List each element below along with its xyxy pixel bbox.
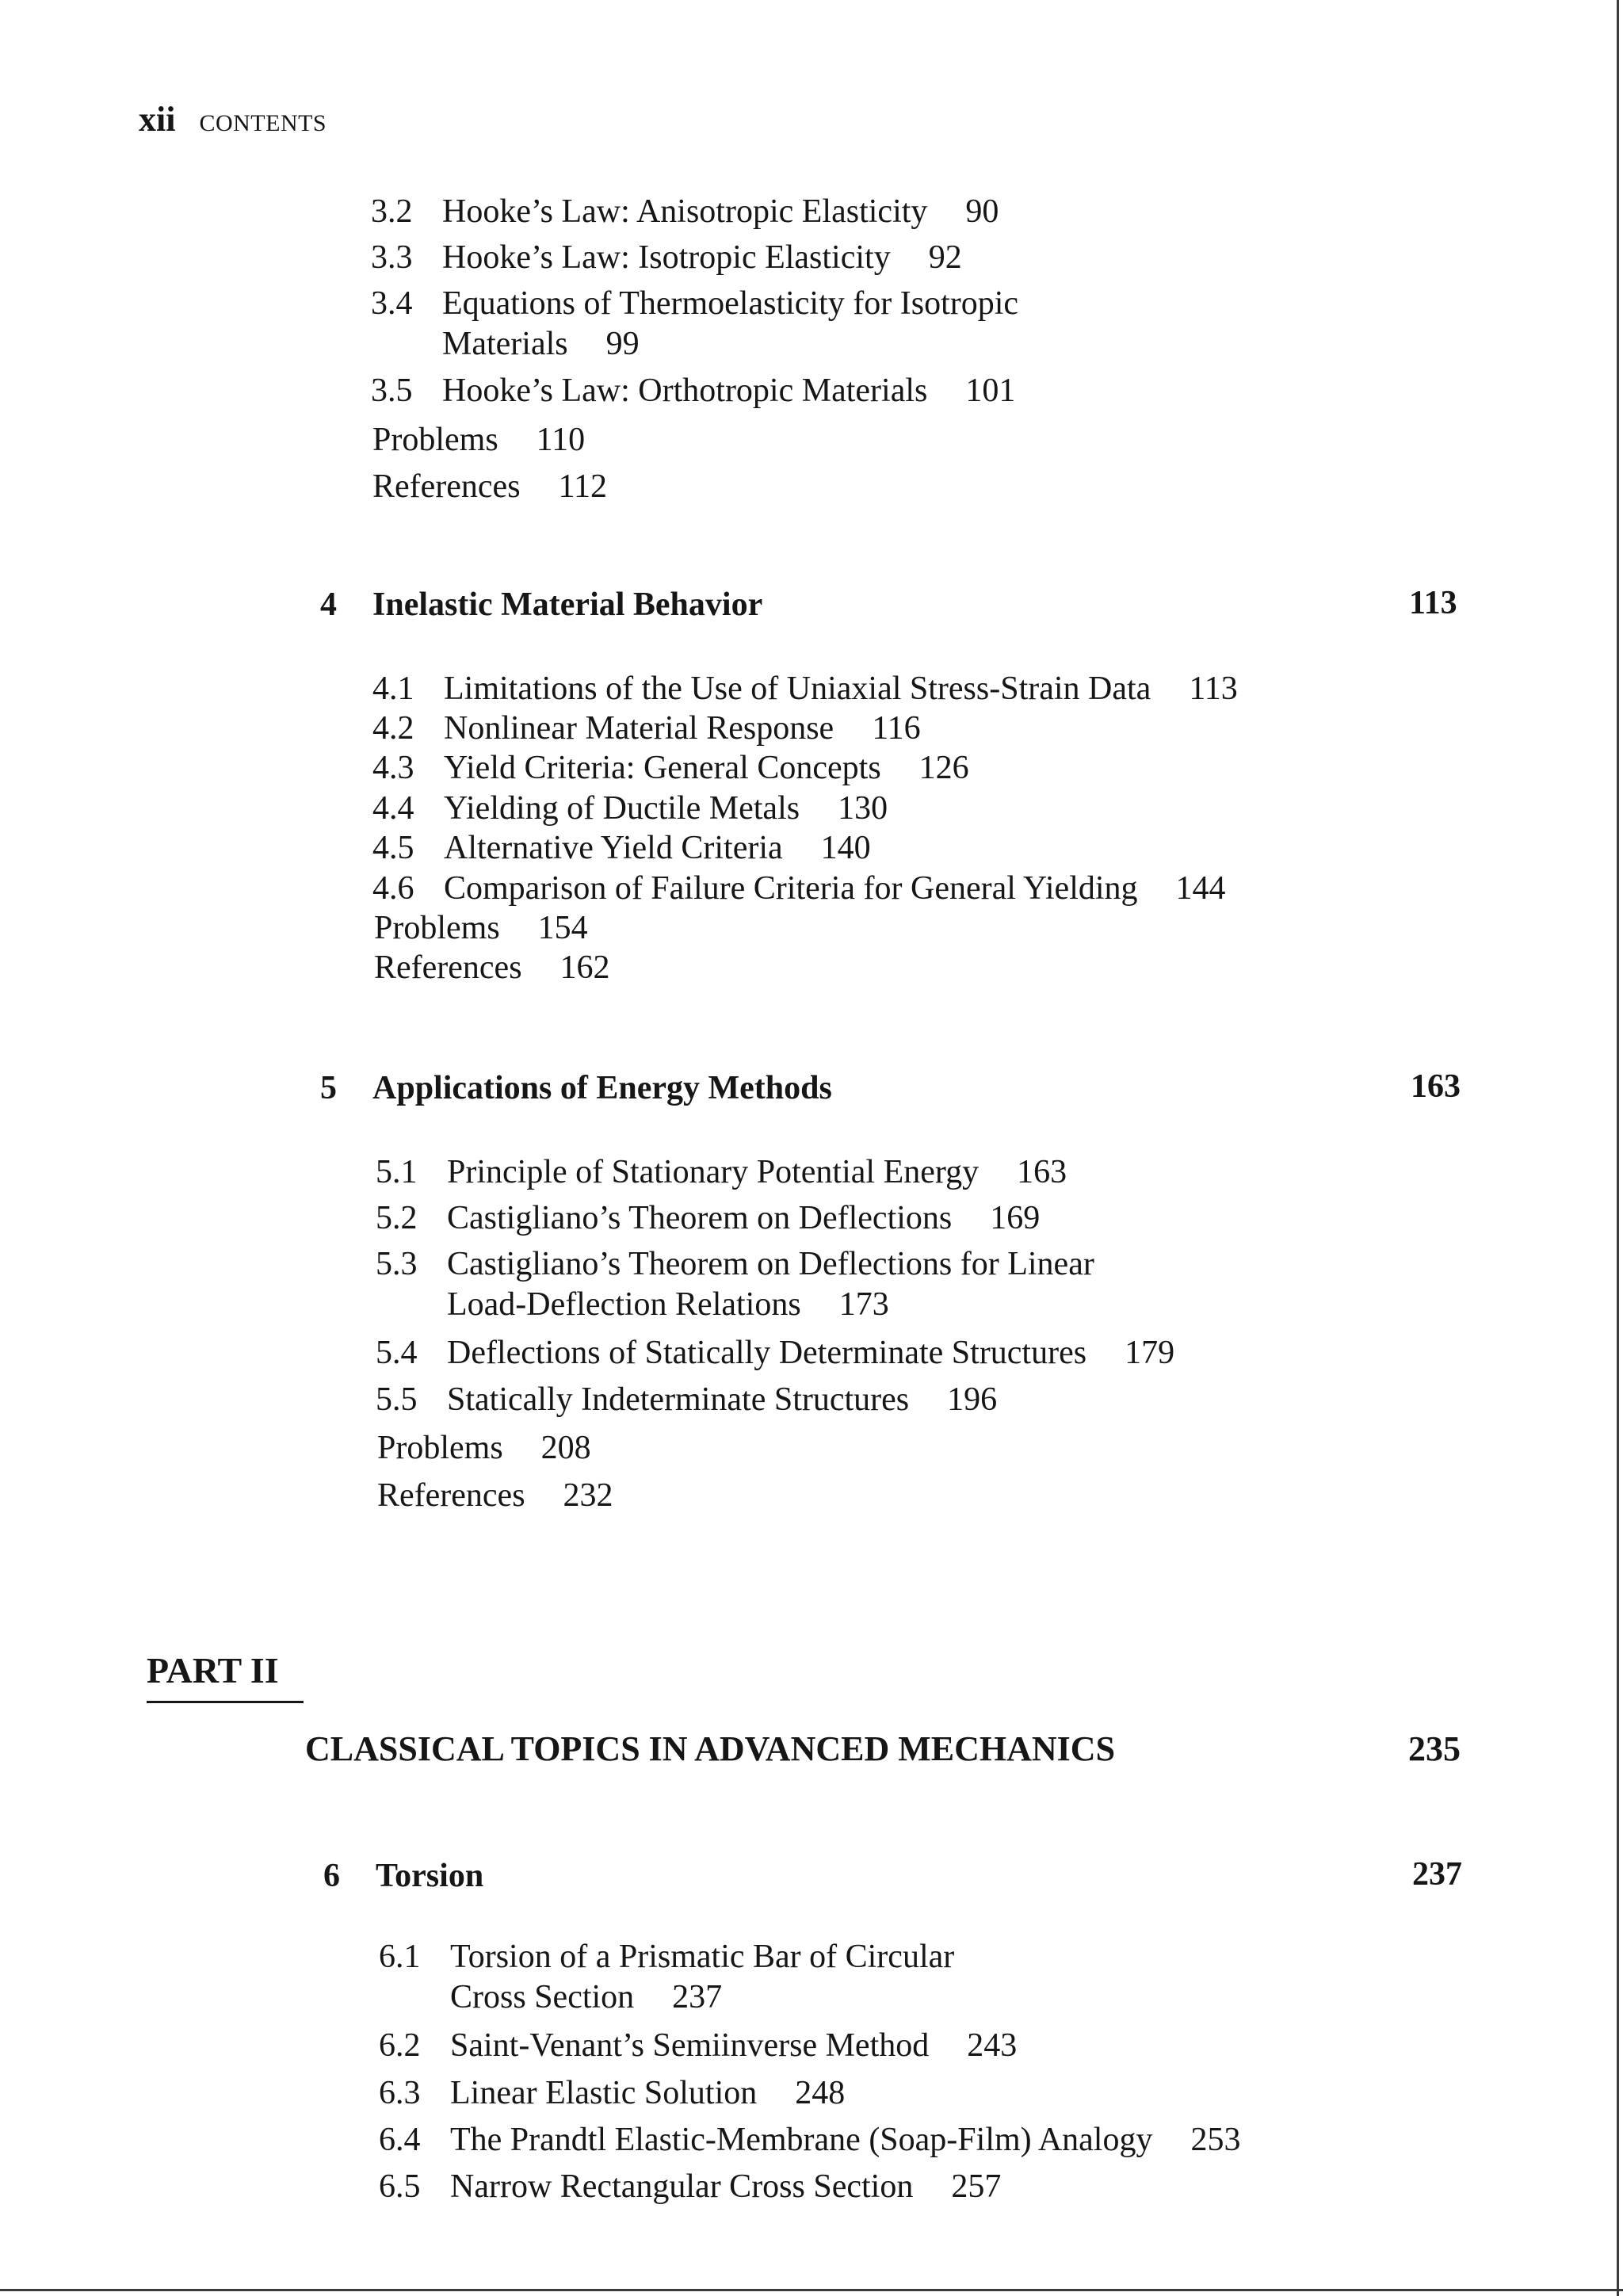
toc-entry-title: Torsion of a Prismatic Bar of Circular	[450, 1939, 955, 1975]
toc-entry-page: 130	[838, 790, 888, 827]
running-title: CONTENTS	[199, 110, 327, 136]
toc-entry-5-1[interactable]: 5.1 Principle of Stationary Potential Energy 163	[376, 1154, 1067, 1190]
chapter-title: Applications of Energy Methods	[372, 1070, 832, 1106]
chapter-number: 4	[320, 586, 337, 623]
toc-entry-4-4[interactable]: 4.4 Yielding of Ductile Metals 130	[372, 790, 888, 827]
toc-references-4[interactable]: References 162	[374, 949, 610, 986]
toc-entry-title: Deflections of Statically Determinate Structures	[447, 1335, 1087, 1371]
chapter-title: Torsion	[376, 1858, 484, 1894]
toc-entry-page: 101	[965, 372, 1016, 409]
toc-entry-title: Equations of Thermoelasticity for Isotropic	[442, 285, 1019, 322]
toc-entry-6-1[interactable]: 6.1 Torsion of a Prismatic Bar of Circular	[379, 1939, 955, 1975]
toc-entry-title: Hooke’s Law: Orthotropic Materials	[442, 372, 928, 409]
page-edge-bottom	[0, 2289, 1623, 2291]
part-label: PART II	[147, 1650, 279, 1690]
toc-entry-6-3[interactable]: 6.3 Linear Elastic Solution 248	[379, 2075, 846, 2111]
toc-entry-4-1[interactable]: 4.1 Limitations of the Use of Uniaxial Stress-Strain Data 113	[372, 670, 1238, 707]
toc-entry-5-2[interactable]: 5.2 Castigliano’s Theorem on Deflections 169	[376, 1200, 1041, 1236]
toc-entry-title: Load-Deflection Relations	[447, 1286, 801, 1323]
toc-entry-4-6[interactable]: 4.6 Comparison of Failure Criteria for General Yielding 144	[372, 870, 1226, 907]
toc-entry-title: Castigliano’s Theorem on Deflections	[447, 1200, 953, 1236]
toc-entry-title: Saint-Venant’s Semiinverse Method	[450, 2027, 930, 2064]
toc-references-5[interactable]: References 232	[377, 1477, 613, 1514]
toc-entry-3-4[interactable]: 3.4 Equations of Thermoelasticity for Isotropic	[371, 285, 1019, 322]
toc-entry-3-3[interactable]: 3.3 Hooke’s Law: Isotropic Elasticity 92	[371, 239, 962, 276]
chapter-6-page: 237	[1412, 1856, 1462, 1893]
toc-entry-5-5[interactable]: 5.5 Statically Indeterminate Structures 196	[376, 1381, 998, 1418]
toc-entry-title: Castigliano’s Theorem on Deflections for Linear	[447, 1246, 1094, 1282]
chapter-title: Inelastic Material Behavior	[372, 586, 763, 623]
toc-entry-title: Yield Criteria: General Concepts	[444, 750, 881, 786]
toc-entry-page: 126	[918, 750, 969, 786]
toc-entry-page: 253	[1190, 2122, 1241, 2158]
toc-problems-4[interactable]: Problems 154	[374, 910, 588, 946]
page-number: xii	[139, 100, 176, 139]
chapter-number: 5	[320, 1070, 337, 1106]
toc-entry-title: Cross Section	[450, 1979, 635, 2015]
toc-entry-page: 169	[990, 1200, 1041, 1236]
toc-entry-3-4-continued[interactable]	[371, 327, 640, 361]
chapter-number: 6	[323, 1858, 340, 1894]
toc-entry-page: 116	[872, 710, 921, 747]
part-page: 235	[1408, 1729, 1461, 1768]
toc-entry-page: 144	[1175, 870, 1226, 907]
toc-entry-4-5[interactable]: 4.5 Alternative Yield Criteria 140	[372, 830, 871, 866]
toc-entry-page: 99	[605, 326, 640, 362]
toc-entry-page: 237	[672, 1979, 723, 2015]
toc-entry-page: 257	[951, 2168, 1002, 2205]
toc-entry-page: 248	[795, 2075, 846, 2111]
page-edge-right	[1617, 0, 1619, 2296]
toc-entry-page: 243	[967, 2027, 1018, 2064]
toc-entry-page: 163	[1017, 1154, 1067, 1190]
toc-entry-title: Alternative Yield Criteria	[444, 830, 783, 866]
chapter-4-page: 113	[1409, 585, 1457, 621]
part-rule	[147, 1701, 304, 1703]
toc-entry-title: Principle of Stationary Potential Energy	[447, 1154, 980, 1190]
part-title[interactable]: CLASSICAL TOPICS IN ADVANCED MECHANICS	[305, 1729, 1116, 1768]
toc-entry-page: 173	[838, 1286, 889, 1323]
toc-entry-page: 179	[1125, 1335, 1175, 1371]
chapter-5-heading[interactable]	[320, 1072, 832, 1105]
toc-problems-5[interactable]: Problems 208	[377, 1430, 591, 1466]
toc-entry-title: Hooke’s Law: Anisotropic Elasticity	[442, 193, 928, 230]
page-header	[139, 99, 327, 147]
toc-entry-5-3-continued[interactable]	[376, 1288, 889, 1321]
toc-entry-title: Linear Elastic Solution	[450, 2075, 758, 2111]
toc-entry-5-4[interactable]: 5.4 Deflections of Statically Determinate Structures 179	[376, 1335, 1175, 1371]
toc-entry-4-2[interactable]: 4.2 Nonlinear Material Response 116	[372, 710, 921, 747]
toc-entry-title: Hooke’s Law: Isotropic Elasticity	[442, 239, 891, 276]
toc-entry-6-4[interactable]: 6.4 The Prandtl Elastic-Membrane (Soap-Film) Analogy 253	[379, 2122, 1241, 2158]
toc-entry-page: 140	[820, 830, 871, 866]
toc-entry-page: 90	[965, 193, 999, 230]
toc-entry-title: The Prandtl Elastic-Membrane (Soap-Film) Analogy	[450, 2122, 1153, 2158]
chapter-4-heading[interactable]	[320, 588, 762, 621]
toc-entry-page: 92	[928, 239, 962, 276]
toc-entry-page: 113	[1189, 670, 1238, 707]
toc-entry-title: Statically Indeterminate Structures	[447, 1381, 910, 1418]
toc-entry-title: Materials	[442, 326, 568, 362]
toc-entry-3-2[interactable]: 3.2 Hooke’s Law: Anisotropic Elasticity 90	[371, 193, 999, 230]
toc-entry-5-3[interactable]: 5.3 Castigliano’s Theorem on Deflections for Linear	[376, 1246, 1094, 1282]
toc-entry-6-1-continued[interactable]	[379, 1981, 722, 2014]
toc-problems-3[interactable]: Problems 110	[372, 422, 586, 458]
toc-entry-title: Limitations of the Use of Uniaxial Stress-Strain Data	[444, 670, 1151, 707]
toc-entry-title: Narrow Rectangular Cross Section	[450, 2168, 914, 2205]
toc-entry-page: 196	[947, 1381, 998, 1418]
toc-entry-3-5[interactable]: 3.5 Hooke’s Law: Orthotropic Materials 101	[371, 372, 1016, 409]
toc-entry-6-2[interactable]: 6.2 Saint-Venant’s Semiinverse Method 243	[379, 2027, 1018, 2064]
chapter-5-page: 163	[1411, 1068, 1461, 1105]
toc-entry-title: Nonlinear Material Response	[444, 710, 834, 747]
toc-entry-title: Comparison of Failure Criteria for General Yielding	[444, 870, 1138, 907]
toc-entry-4-3[interactable]: 4.3 Yield Criteria: General Concepts 126	[372, 750, 969, 786]
chapter-6-heading[interactable]	[323, 1859, 483, 1893]
toc-references-3[interactable]: References 112	[372, 468, 607, 505]
toc-entry-6-5[interactable]: 6.5 Narrow Rectangular Cross Section 257	[379, 2168, 1002, 2205]
toc-entry-title: Yielding of Ductile Metals	[444, 790, 800, 827]
